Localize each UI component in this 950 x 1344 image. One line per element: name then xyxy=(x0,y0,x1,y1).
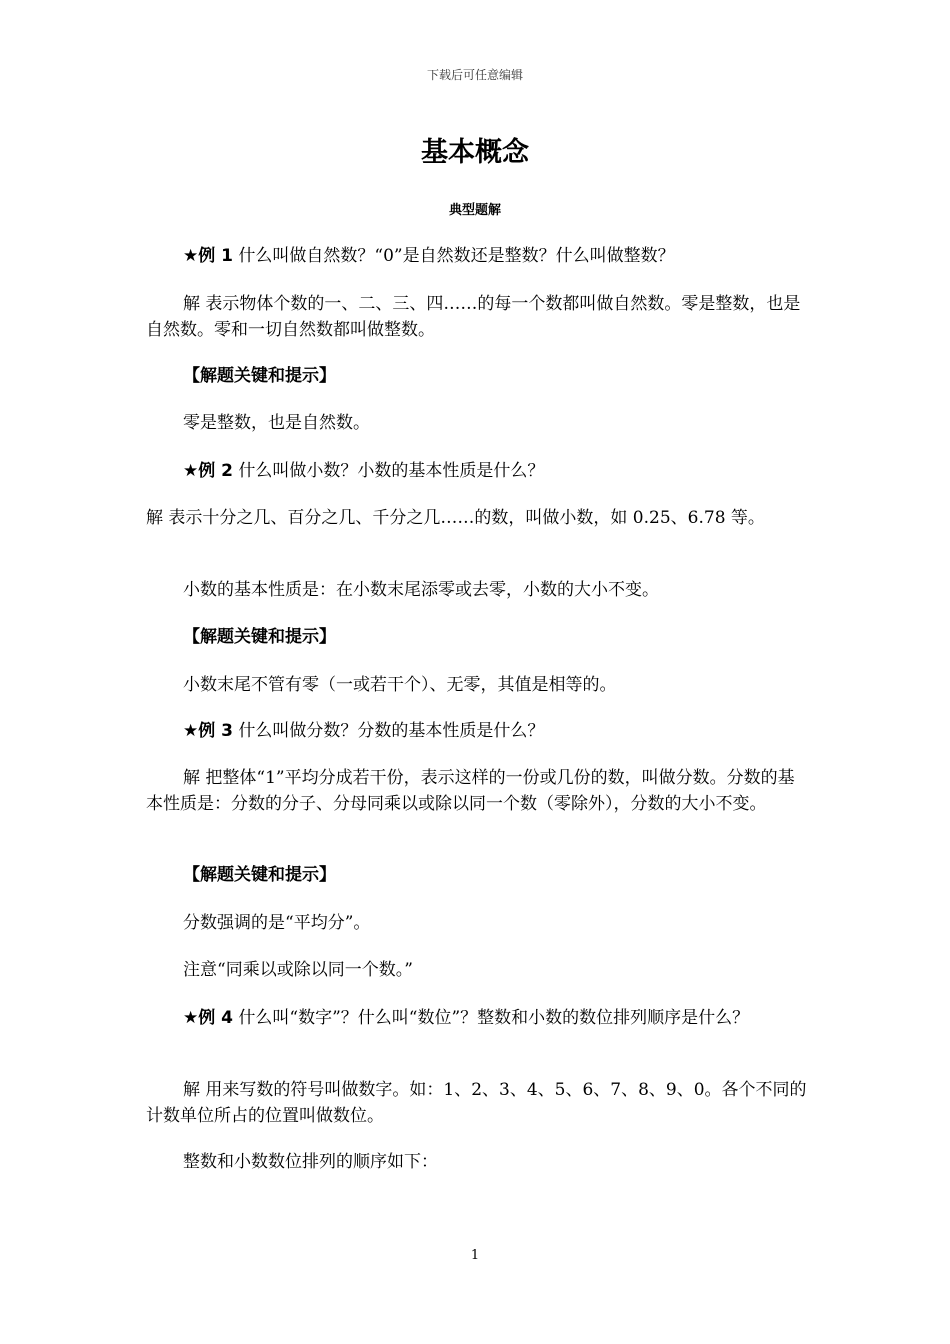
example-1-label: ★例 1 xyxy=(183,246,233,266)
example-1-key-heading: 【解题关键和提示】 xyxy=(183,366,336,386)
example-2-label: ★例 2 xyxy=(183,461,233,481)
example-2-question xyxy=(146,458,808,484)
example-1-answer: 解 表示物体个数的一、二、三、四……的每一个数都叫做自然数。零是整数，也是自然数。零和一切自然数都叫做整数。 xyxy=(146,294,801,340)
example-2-question-text: 什么叫做小数？小数的基本性质是什么？ xyxy=(233,461,545,481)
example-3-label: ★例 3 xyxy=(183,721,233,741)
example-3-question-text: 什么叫做分数？分数的基本性质是什么？ xyxy=(233,721,545,741)
document-title: 基本概念 xyxy=(421,137,529,168)
example-4-question-text: 什么叫“数字”？什么叫“数位”？整数和小数的数位排列顺序是什么？ xyxy=(233,1008,750,1028)
example-3-key-line-1: 分数强调的是“平均分”。 xyxy=(183,913,371,933)
example-4-question xyxy=(146,1005,808,1031)
example-1-key-line: 零是整数，也是自然数。 xyxy=(183,413,370,433)
example-2-key-line: 小数末尾不管有零（一或若干个）、无零，其值是相等的。 xyxy=(183,675,617,695)
example-4-answer: 解 用来写数的符号叫做数字。如：1、2、3、4、5、6、7、8、9、0。各个不同的计数单位所占的位置叫做数位。 xyxy=(146,1080,807,1126)
example-1-question xyxy=(146,243,808,269)
page-header: 下载后可任意编辑 xyxy=(426,68,523,82)
example-3-answer: 解 把整体“1”平均分成若干份，表示这样的一份或几份的数，叫做分数。分数的基本性质是：分数的分子、分母同乘以或除以同一个数（零除外），分数的大小不变。 xyxy=(146,768,795,814)
example-3-key-heading: 【解题关键和提示】 xyxy=(183,865,336,885)
example-3-key-line-2: 注意“同乘以或除以同一个数。” xyxy=(183,960,413,980)
example-3-question xyxy=(146,718,808,744)
example-2-answer-property: 小数的基本性质是：在小数末尾添零或去零，小数的大小不变。 xyxy=(183,580,659,600)
example-4-answer-order: 整数和小数数位排列的顺序如下： xyxy=(183,1152,438,1172)
example-4-label: ★例 4 xyxy=(183,1008,233,1028)
page-number: 1 xyxy=(470,1248,480,1263)
section-title: 典型题解 xyxy=(448,203,501,218)
example-2-key-heading: 【解题关键和提示】 xyxy=(183,627,336,647)
example-1-question-text: 什么叫做自然数？“0”是自然数还是整数？什么叫做整数？ xyxy=(233,246,675,266)
example-2-answer: 解 表示十分之几、百分之几、千分之几……的数，叫做小数，如 0.25、6.78 等。 xyxy=(146,508,765,528)
